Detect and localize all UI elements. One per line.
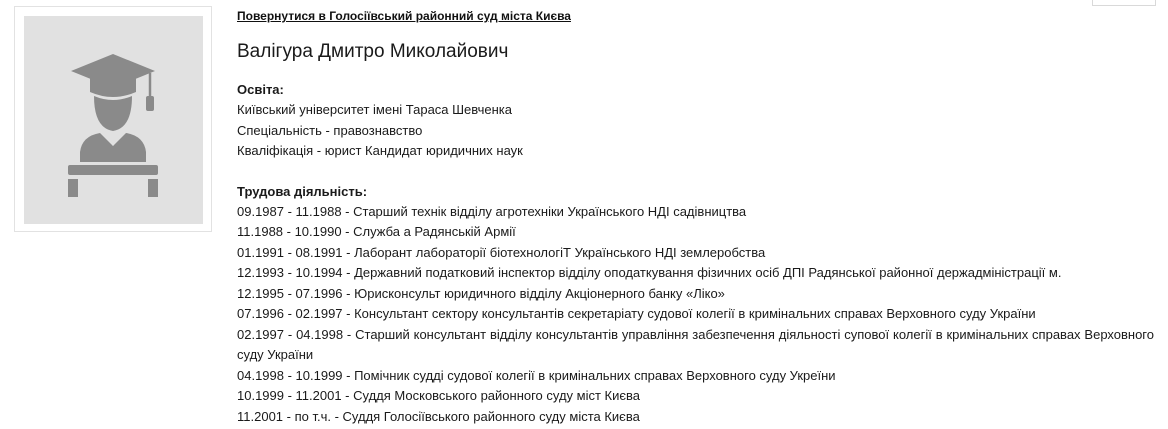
education-line: Кваліфікація - юрист Кандидат юридичних наук: [237, 143, 523, 158]
career-heading: Трудова діяльність:: [237, 184, 368, 199]
education-heading: Освіта:: [237, 82, 284, 97]
career-entry: 11.2001 - по т.ч. - Суддя Голосіївського районного суду міста Києва: [237, 409, 640, 424]
career-entry: 02.1997 - 04.1998 - Старший консультант відділу консультантів управління забезпечення діяльності супової колегії в кримінальних справах Верховного суду України: [237, 327, 1154, 362]
career-entry: 10.1999 - 11.2001 - Суддя Московського районного суду міст Києва: [237, 388, 641, 403]
graduate-user-icon: [24, 16, 203, 224]
judge-photo-frame: [14, 6, 212, 232]
career-entry: 07.1996 - 02.1997 - Консультант сектору консультантів секретаріату судової колегії в кримінальних справах Верховного суду України: [237, 306, 1036, 321]
career-entry: 01.1991 - 08.1991 - Лаборант лабораторії біотехнологіТ Українського НДІ землеробства: [237, 245, 766, 260]
education-line: Спеціальність - правознавство: [237, 123, 423, 138]
career-entry: 11.1988 - 10.1990 - Служба а Радянській Армії: [237, 224, 516, 239]
career-entry: 12.1995 - 07.1996 - Юрисконсульт юридичного відділу Акціонерного банку «Ліко»: [237, 286, 725, 301]
judge-photo-placeholder: [24, 16, 203, 224]
education-line: Київський університет імені Тараса Шевченка: [237, 102, 512, 117]
top-corner-box: [1092, 0, 1156, 6]
judge-name: Валігура Дмитро Миколайович: [237, 41, 509, 62]
back-to-court-link[interactable]: Повернутися в Голосіївський районний суд міста Києва: [237, 9, 571, 23]
career-entry: 09.1987 - 11.1988 - Старший технік відділу агротехніки Українського НДІ садівництва: [237, 204, 747, 219]
career-entry: 12.1993 - 10.1994 - Державний податковий інспектор відділу оподаткування фізичних осіб ДПІ Радянської районної держадміністрації м.: [237, 265, 1062, 280]
career-entry: 04.1998 - 10.1999 - Помічник судді судової колегії в кримінальних справах Верховного суду Укреїни: [237, 368, 836, 383]
